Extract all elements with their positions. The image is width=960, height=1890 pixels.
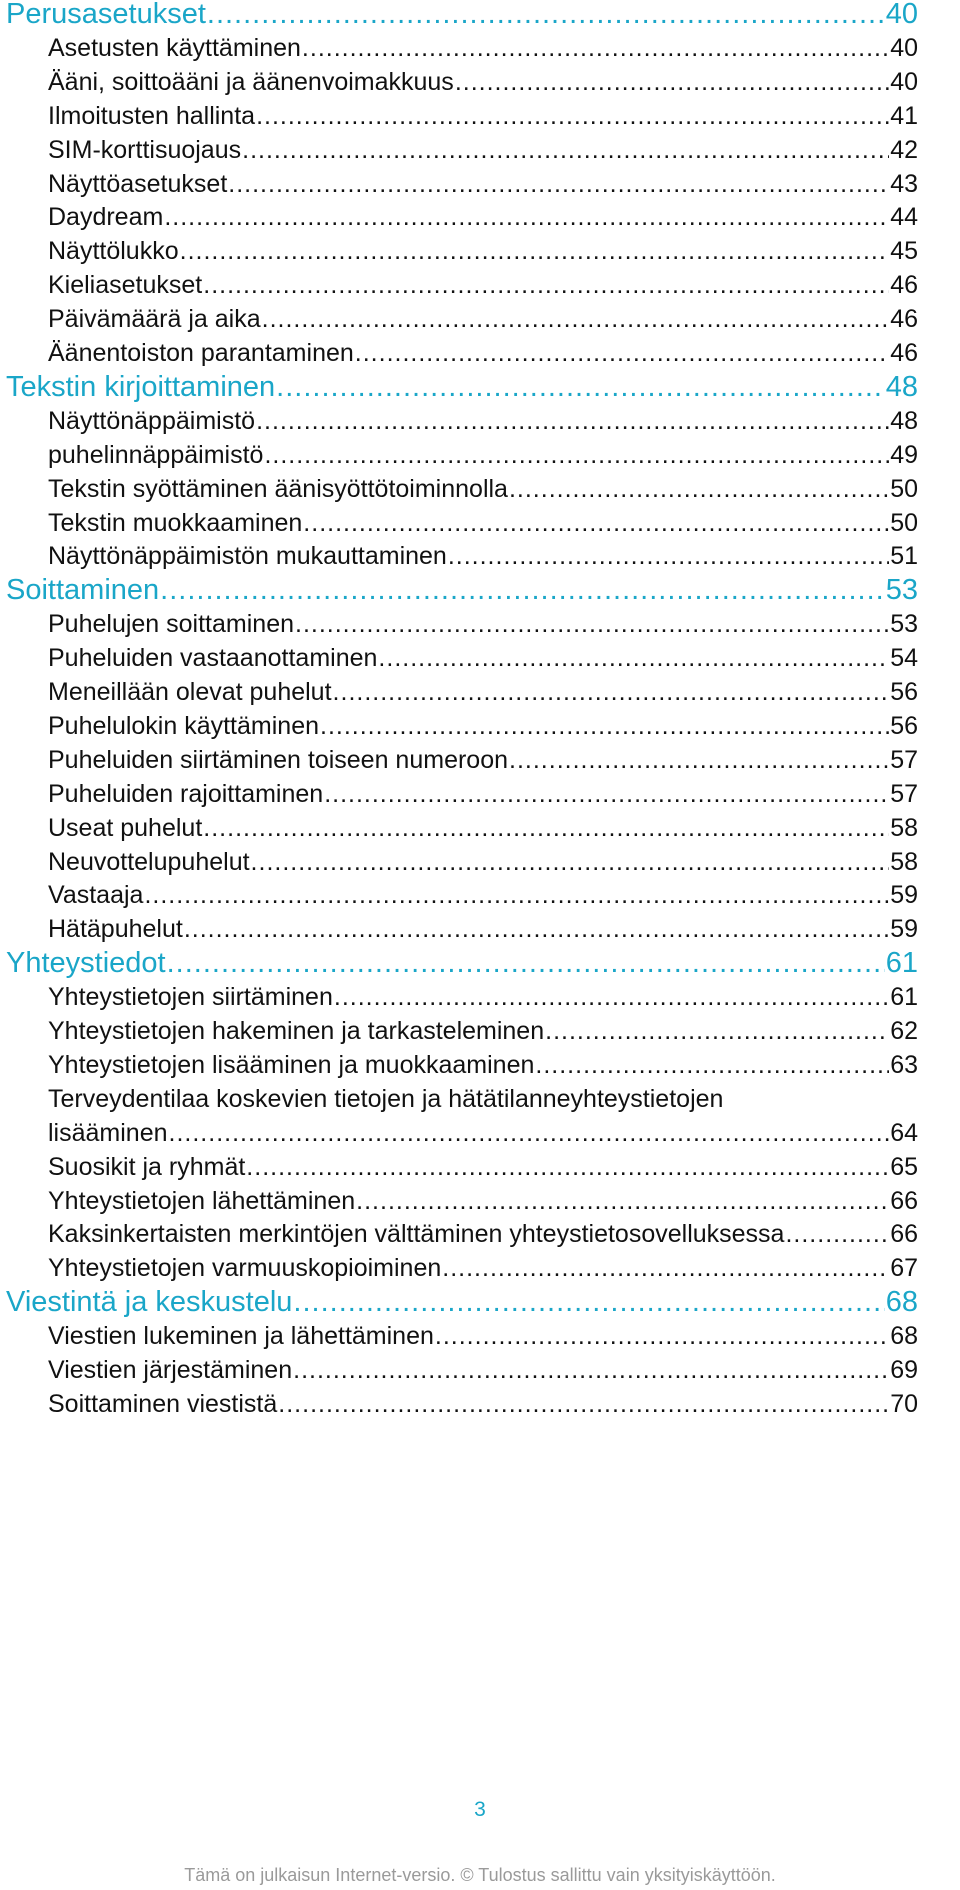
toc-title: Viestien lukeminen ja lähettäminen <box>48 1322 434 1351</box>
toc-entry[interactable] <box>48 1153 918 1182</box>
dot-leader <box>203 814 889 843</box>
toc-title: Daydream <box>48 203 164 232</box>
toc-title: Kieliasetukset <box>48 271 203 300</box>
dot-leader <box>276 371 885 404</box>
toc-entry[interactable] <box>48 780 918 809</box>
toc-entry[interactable] <box>48 814 918 843</box>
toc-title: Yhteystietojen lähettäminen <box>48 1186 356 1215</box>
toc-title: Kaksinkertaisten merkintöjen välttäminen yhteystietosovelluksessa <box>48 1220 785 1249</box>
toc-entry[interactable] <box>48 1220 918 1249</box>
toc-entry[interactable] <box>48 644 918 673</box>
toc-entry[interactable] <box>48 102 918 131</box>
toc-entry[interactable] <box>48 1119 918 1148</box>
toc-title: Yhteystiedot <box>6 947 166 980</box>
toc-entry[interactable] <box>48 712 918 741</box>
dot-leader <box>509 746 889 775</box>
toc-entry[interactable] <box>48 170 918 199</box>
toc-page-number: 53 <box>885 574 918 607</box>
toc-entry[interactable] <box>48 509 918 538</box>
toc-page-number: 56 <box>890 678 918 706</box>
toc-entry[interactable] <box>48 237 918 266</box>
toc-entry[interactable] <box>48 678 918 707</box>
toc-page-number: 57 <box>890 745 918 774</box>
dot-leader <box>164 203 889 232</box>
toc-page-number: 44 <box>890 203 918 232</box>
dot-leader <box>448 542 889 571</box>
toc-title: Ilmoitusten hallinta <box>48 101 256 130</box>
dot-leader <box>333 678 890 707</box>
toc-entry[interactable] <box>48 34 918 63</box>
toc-page-number: 68 <box>885 1286 918 1319</box>
toc-entry[interactable] <box>48 1017 918 1046</box>
dot-leader <box>207 0 885 31</box>
toc-entry[interactable] <box>48 136 918 165</box>
toc-section-heading[interactable] <box>6 947 918 980</box>
dot-leader <box>278 1390 889 1419</box>
toc-title: Hätäpuhelut <box>48 915 183 944</box>
toc-entry[interactable] <box>48 746 918 775</box>
toc-page-number: 49 <box>890 440 918 469</box>
toc-title: Puheluiden siirtäminen toiseen numeroon <box>48 745 509 774</box>
toc-page-number: 45 <box>890 237 918 266</box>
toc-entry[interactable] <box>48 271 918 300</box>
toc-section-heading[interactable] <box>6 574 918 607</box>
toc-page-number: 58 <box>890 847 918 876</box>
toc-page-number: 41 <box>890 101 918 130</box>
toc-title: Asetusten käyttäminen <box>48 33 301 62</box>
dot-leader <box>324 780 889 809</box>
footer-note: Tämä on julkaisun Internet-versio. © Tulostus sallittu vain yksityiskäyttöön. <box>184 1865 776 1885</box>
toc-page-number: 40 <box>890 67 918 96</box>
toc-page-number: 61 <box>890 983 918 1012</box>
toc-page-number: 46 <box>890 339 918 367</box>
toc-page-number: 43 <box>890 169 918 198</box>
toc-page-number: 67 <box>890 1254 918 1283</box>
toc-page-number: 69 <box>890 1356 918 1384</box>
toc-title: Soittaminen <box>6 574 160 607</box>
toc-entry[interactable] <box>48 1356 918 1385</box>
toc-entry[interactable] <box>48 203 918 232</box>
toc-title: Yhteystietojen lisääminen ja muokkaaminen <box>48 1050 535 1079</box>
toc-title: Päivämäärä ja aika <box>48 305 261 334</box>
toc-title: Näyttönäppäimistön mukauttaminen <box>48 542 447 571</box>
toc-title: Äänentoiston parantaminen <box>48 339 354 367</box>
toc-title: Yhteystietojen hakeminen ja tarkasteleminen <box>48 1017 545 1045</box>
toc-entry[interactable] <box>48 610 918 639</box>
toc-entry[interactable] <box>48 475 918 504</box>
toc-page-number: 46 <box>890 271 918 300</box>
dot-leader <box>455 68 889 97</box>
toc-page-number: 61 <box>885 947 918 980</box>
dot-leader <box>293 1286 884 1319</box>
toc-page-number: 48 <box>885 370 918 403</box>
dot-leader <box>334 983 889 1012</box>
dot-leader <box>509 475 889 504</box>
toc-entry[interactable] <box>48 305 918 334</box>
toc-entry[interactable] <box>48 441 918 470</box>
dot-leader <box>256 407 889 436</box>
dot-leader <box>295 610 889 639</box>
toc-title: Suosikit ja ryhmät <box>48 1152 246 1181</box>
dot-leader <box>242 136 889 165</box>
toc-entry[interactable] <box>48 1187 918 1216</box>
dot-leader <box>251 848 890 877</box>
dot-leader <box>535 1051 889 1080</box>
toc-page-number: 62 <box>890 1017 918 1045</box>
toc-title: Yhteystietojen varmuuskopioiminen <box>48 1254 442 1283</box>
toc-title: Puhelujen soittaminen <box>48 610 294 639</box>
toc-entry[interactable] <box>48 339 918 368</box>
toc-title: Useat puhelut <box>48 813 203 842</box>
toc-page-number: 40 <box>890 33 918 62</box>
toc-section-heading[interactable] <box>6 1286 918 1319</box>
toc-page-number: 54 <box>890 644 918 673</box>
toc-title: Tekstin kirjoittaminen <box>6 370 276 403</box>
toc-entry[interactable] <box>48 983 918 1012</box>
toc-title: Yhteystietojen siirtäminen <box>48 983 333 1012</box>
toc-title: Näyttönäppäimistö <box>48 406 256 435</box>
dot-leader <box>785 1220 889 1249</box>
toc-title: lisääminen <box>48 1118 168 1147</box>
toc-section-heading[interactable] <box>6 0 918 31</box>
toc-title: Perusasetukset <box>6 0 206 30</box>
toc-entry[interactable] <box>48 848 918 877</box>
toc-page-number: 42 <box>890 135 918 164</box>
toc-section-heading[interactable] <box>6 371 918 404</box>
toc-page-number: 65 <box>890 1152 918 1181</box>
toc-title: Viestintä ja keskustelu <box>6 1286 293 1319</box>
toc-entry[interactable] <box>48 1322 918 1351</box>
dot-leader <box>169 1119 890 1148</box>
toc-title: Soittaminen viestistä <box>48 1389 278 1418</box>
toc-title: Meneillään olevat puhelut <box>48 678 332 706</box>
dot-leader <box>378 644 889 673</box>
toc-title: Näyttöasetukset <box>48 169 228 198</box>
toc-page-number: 70 <box>890 1389 918 1418</box>
toc-page-number: 53 <box>890 610 918 639</box>
toc-page-number: 50 <box>890 474 918 503</box>
dot-leader <box>442 1254 889 1283</box>
page-number: 3 <box>474 1798 486 1821</box>
toc-page-number: 50 <box>890 508 918 537</box>
toc-entry[interactable] <box>48 542 918 571</box>
dot-leader <box>160 574 885 607</box>
toc-page-number: 64 <box>890 1118 918 1147</box>
toc-title: Puheluiden rajoittaminen <box>48 779 324 808</box>
dot-leader <box>320 712 889 741</box>
dot-leader <box>264 441 889 470</box>
toc-title: Näyttölukko <box>48 237 179 266</box>
dot-leader <box>228 170 889 199</box>
dot-leader <box>256 102 889 131</box>
toc-entry[interactable] <box>48 915 918 944</box>
toc-entry[interactable] <box>48 1390 918 1419</box>
toc-page-number: 66 <box>890 1220 918 1249</box>
toc-entry-wrapped-line[interactable]: Terveydentilaa koskevien tietojen ja hätätilanneyhteystietojen <box>48 1084 724 1113</box>
dot-leader <box>246 1153 889 1182</box>
toc-page-number: 66 <box>890 1186 918 1215</box>
toc-entry[interactable] <box>48 1254 918 1283</box>
dot-leader <box>184 915 889 944</box>
toc-entry[interactable] <box>48 1051 918 1080</box>
dot-leader <box>144 881 889 910</box>
dot-leader <box>262 305 890 334</box>
toc-page-number: 56 <box>890 711 918 740</box>
dot-leader <box>203 271 889 300</box>
toc-title: Vastaaja <box>48 881 144 910</box>
dot-leader <box>355 339 889 368</box>
dot-leader <box>303 509 889 538</box>
toc-page-number: 58 <box>890 813 918 842</box>
toc-title: Tekstin muokkaaminen <box>48 508 303 537</box>
dot-leader <box>302 34 889 63</box>
toc-page-number: 68 <box>890 1322 918 1351</box>
dot-leader <box>356 1187 889 1216</box>
toc-entry[interactable] <box>48 68 918 97</box>
toc-page-number: 59 <box>890 915 918 944</box>
toc-title: SIM-korttisuojaus <box>48 135 242 164</box>
toc-page-number: 48 <box>890 406 918 435</box>
toc-title: Tekstin syöttäminen äänisyöttötoiminnolla <box>48 474 508 503</box>
toc-page-number: 46 <box>890 305 918 334</box>
toc-page-number: 59 <box>890 881 918 910</box>
toc-title: Neuvottelupuhelut <box>48 847 250 876</box>
toc-title: Puhelulokin käyttäminen <box>48 711 319 740</box>
toc-title: Viestien järjestäminen <box>48 1356 293 1384</box>
dot-leader <box>167 947 885 980</box>
dot-leader <box>545 1017 889 1046</box>
toc-title: puhelinnäppäimistö <box>48 440 264 469</box>
toc-page-number: 51 <box>890 542 918 571</box>
toc-page-number: 63 <box>890 1050 918 1079</box>
toc-page-number: 40 <box>885 0 918 30</box>
toc-entry[interactable] <box>48 407 918 436</box>
dot-leader <box>435 1322 889 1351</box>
toc-title: Puheluiden vastaanottaminen <box>48 644 378 673</box>
toc-title: Ääni, soittoääni ja äänenvoimakkuus <box>48 67 454 96</box>
dot-leader <box>180 237 890 266</box>
dot-leader <box>293 1356 889 1385</box>
toc-entry[interactable] <box>48 881 918 910</box>
toc-page-number: 57 <box>890 779 918 808</box>
